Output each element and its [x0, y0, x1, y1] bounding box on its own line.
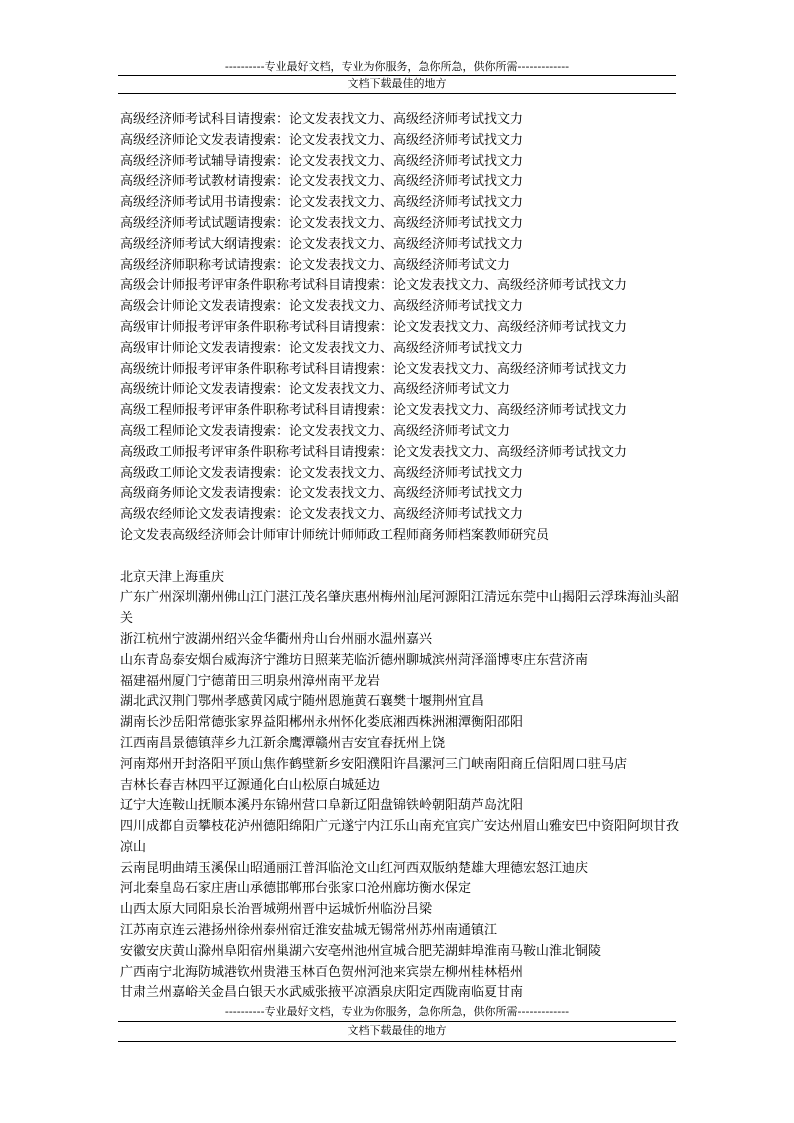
header-divider: [118, 75, 676, 76]
search-line: 高级经济师考试辅导请搜索：论文发表找文力、高级经济师考试找文力: [120, 153, 524, 169]
city-line: 河北秦皇岛石家庄唐山承德邯郸邢台张家口沧州廊坊衡水保定: [120, 881, 472, 897]
search-line: 高级统计师报考评审条件职称考试科目请搜索：论文发表找文力、高级经济师考试找文力: [120, 361, 628, 377]
city-line: 江苏南京连云港扬州徐州泰州宿迁淮安盐城无锡常州苏州南通镇江: [120, 923, 498, 939]
document-body: [120, 110, 680, 1004]
city-line: 浙江杭州宁波湖州绍兴金华衢州舟山台州丽水温州嘉兴: [120, 631, 433, 647]
search-line: 高级经济师考试试题请搜索：论文发表找文力、高级经济师考试找文力: [120, 215, 524, 231]
city-lines: [120, 568, 680, 1005]
search-line: 高级审计师论文发表请搜索：论文发表找文力、高级经济师考试找文力: [120, 340, 524, 356]
city-line: 河南郑州开封洛阳平顶山焦作鹤壁新乡安阳濮阳许昌漯河三门峡南阳商丘信阳周口驻马店: [120, 756, 628, 772]
search-line: 高级统计师论文发表请搜索：论文发表找文力、高级经济师考试文力: [120, 382, 511, 398]
search-line: 高级经济师职称考试请搜索：论文发表找文力、高级经济师考试文力: [120, 257, 511, 273]
city-line: 湖北武汉荆门鄂州孝感黄冈咸宁随州恩施黄石襄樊十堰荆州宜昌: [120, 694, 485, 710]
search-line: 高级经济师考试科目请搜索：论文发表找文力、高级经济师考试找文力: [120, 112, 524, 127]
city-line: 山西太原大同阳泉长治晋城朔州晋中运城忻州临汾吕梁: [120, 902, 433, 918]
search-line: 高级政工师报考评审条件职称考试科目请搜索：论文发表找文力、高级经济师考试找文力: [120, 444, 628, 460]
search-line: 高级会计师报考评审条件职称考试科目请搜索：论文发表找文力、高级经济师考试找文力: [120, 278, 628, 294]
header-tagline: ----------专业最好文档，专业为你服务，急你所急，供你所需-------------: [224, 60, 570, 73]
search-line: 高级政工师论文发表请搜索：论文发表找文力、高级经济师考试找文力: [120, 465, 524, 481]
search-line: 高级会计师论文发表请搜索：论文发表找文力、高级经济师考试找文力: [120, 299, 524, 315]
header-divider-bottom: [118, 93, 676, 94]
city-line: 辽宁大连鞍山抚顺本溪丹东锦州营口阜新辽阳盘锦铁岭朝阳葫芦岛沈阳: [120, 798, 524, 814]
search-line: 高级经济师考试教材请搜索：论文发表找文力、高级经济师考试找文力: [120, 174, 524, 190]
city-line: 福建福州厦门宁德莆田三明泉州漳州南平龙岩: [120, 673, 381, 689]
search-lines: [120, 110, 680, 547]
search-line: 高级审计师报考评审条件职称考试科目请搜索：论文发表找文力、高级经济师考试找文力: [120, 319, 628, 335]
city-line: 吉林长春吉林四平辽源通化白山松原白城延边: [120, 777, 381, 793]
city-line: 四川成都自贡攀枝花泸州德阳绵阳广元遂宁内江乐山南充宜宾广安达州眉山雅安巴中资阳阿坝甘孜凉山: [120, 819, 680, 855]
city-line: 湖南长沙岳阳常德张家界益阳郴州永州怀化娄底湘西株洲湘潭衡阳邵阳: [120, 715, 524, 731]
search-line: 论文发表高级经济师会计师审计师统计师师政工程师商务师档案教师研究员: [120, 527, 550, 543]
city-line: 广西南宁北海防城港钦州贵港玉林百色贺州河池来宾崇左柳州桂林梧州: [120, 964, 524, 980]
search-line: 高级工程师报考评审条件职称考试科目请搜索：论文发表找文力、高级经济师考试找文力: [120, 403, 628, 419]
footer-tagline: ----------专业最好文档，专业为你服务，急你所急，供你所需-------------: [224, 1005, 570, 1018]
search-line: 高级商务师论文发表请搜索：论文发表找文力、高级经济师考试找文力: [120, 486, 524, 502]
city-line: 江西南昌景德镇萍乡九江新余鹰潭赣州吉安宜春抚州上饶: [120, 735, 446, 751]
paragraph-spacer: [120, 547, 680, 568]
search-line: 高级农经师论文发表请搜索：论文发表找文力、高级经济师考试找文力: [120, 507, 524, 523]
search-line: 高级经济师论文发表请搜索：论文发表找文力、高级经济师考试找文力: [120, 132, 524, 148]
footer-subtitle: 文档下载最佳的地方: [347, 1024, 447, 1037]
city-line: 云南昆明曲靖玉溪保山昭通丽江普洱临沧文山红河西双版纳楚雄大理德宏怒江迪庆: [120, 860, 589, 876]
city-line: 广东广州深圳潮州佛山江门湛江茂名肇庆惠州梅州汕尾河源阳江清远东莞中山揭阳云浮珠海汕头韶关: [120, 590, 680, 627]
header-subtitle: 文档下载最佳的地方: [347, 77, 447, 90]
search-line: 高级工程师论文发表请搜索：论文发表找文力、高级经济师考试文力: [120, 423, 511, 439]
footer-divider: [118, 1021, 676, 1022]
city-line: 安徽安庆黄山滁州阜阳宿州巢湖六安亳州池州宣城合肥芜湖蚌埠淮南马鞍山淮北铜陵: [120, 943, 602, 959]
city-line: 山东青岛泰安烟台威海济宁潍坊日照莱芜临沂德州聊城滨州菏泽淄博枣庄东营济南: [120, 652, 589, 668]
search-line: 高级经济师考试用书请搜索：论文发表找文力、高级经济师考试找文力: [120, 195, 524, 211]
footer-divider-bottom: [118, 1041, 676, 1042]
search-line: 高级经济师考试大纲请搜索：论文发表找文力、高级经济师考试找文力: [120, 236, 524, 252]
city-line: 甘肃兰州嘉峪关金昌白银天水武威张掖平凉酒泉庆阳定西陇南临夏甘南: [120, 985, 524, 1001]
city-line: 北京天津上海重庆: [120, 569, 225, 585]
